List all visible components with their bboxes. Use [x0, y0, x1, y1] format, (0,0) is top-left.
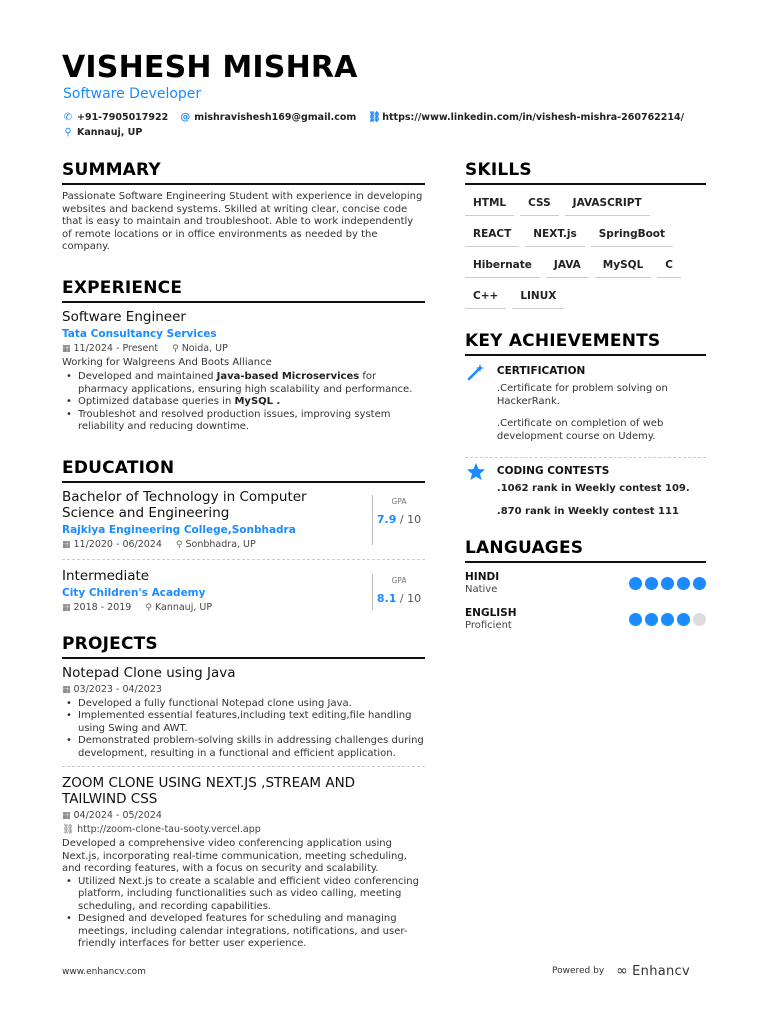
skill-tag: JAVASCRIPT	[565, 193, 650, 216]
language-rating	[629, 577, 706, 590]
edu-location: Sonbhadra, UP	[185, 538, 256, 550]
gpa-value: 7.9	[376, 512, 397, 526]
footer-website[interactable]: www.enhancv.com	[62, 967, 146, 977]
link-icon: ⛓	[368, 112, 381, 123]
star-icon	[465, 462, 487, 528]
rating-dot	[645, 613, 658, 626]
list-item: • Designed and developed features for scheduling and managing meetings, including calendar integrations, notifications, and user-friendly interfaces for better user experience.	[62, 913, 425, 951]
achievements-heading: KEY ACHIEVEMENTS	[465, 331, 706, 356]
location-pin-icon: ⚲	[145, 602, 152, 613]
language-item	[465, 607, 706, 631]
gpa-box	[372, 495, 425, 545]
enhancv-logo-icon: ∞	[616, 963, 629, 979]
list-item: • Implemented essential features,including text editing,file handling using Swing and AWT.	[62, 710, 425, 735]
list-item: • Utilized Next.js to create a scalable and efficient video conferencing platform, including functionalities such as video calling, meeting scheduling, and recording capabilities.	[62, 876, 425, 914]
project-link[interactable]: http://zoom-clone-tau-sooty.vercel.app	[77, 824, 261, 835]
edu-dates: 2018 - 2019	[73, 601, 132, 613]
school-name: City Children's Academy	[62, 586, 206, 599]
brand-logo	[616, 963, 690, 979]
link-icon: ⛓	[62, 824, 75, 835]
right-column	[465, 160, 706, 643]
degree-title: Bachelor of Technology in Computer Science and Engineering	[62, 488, 307, 521]
phone-item	[63, 112, 168, 123]
project-title: ZOOM CLONE USING NEXT.JS ,STREAM AND TAILWIND CSS	[62, 775, 356, 807]
job-description: Working for Walgreens And Boots Alliance	[62, 356, 272, 368]
language-level: Native	[465, 584, 498, 595]
summary-heading: SUMMARY	[62, 160, 425, 185]
summary-text: Passionate Software Engineering Student with experience in developing websites and backend systems. Skilled at writing clear, concise code that is easy to maintain and troubleshoot. Able to work independently of remote locations or in office environments as needed by the company.	[62, 191, 423, 252]
skill-tag: C++	[465, 286, 506, 309]
divider	[62, 766, 425, 767]
powered-by-label: Powered by	[552, 966, 605, 976]
achievement-line: .Certificate for problem solving on HackerRank.	[496, 383, 668, 407]
skill-tag: C	[657, 255, 681, 278]
job-location: Noida, UP	[181, 342, 228, 354]
at-icon: @	[180, 112, 191, 123]
skill-tag: CSS	[520, 193, 559, 216]
gpa-value: 8.1	[376, 591, 397, 605]
skill-tag: MySQL	[595, 255, 651, 278]
education-item	[62, 568, 425, 616]
language-rating	[629, 613, 706, 626]
calendar-icon: ▦	[62, 343, 71, 354]
achievement-item	[465, 362, 706, 453]
edu-dates: 11/2020 - 06/2024	[73, 538, 162, 550]
skill-tag: REACT	[465, 224, 519, 247]
magic-wand-icon	[465, 362, 487, 453]
skill-tag: NEXT.js	[525, 224, 584, 247]
skills-heading: SKILLS	[465, 160, 706, 185]
linkedin-link[interactable]: https://www.linkedin.com/in/vishesh-mishra-260762214/	[382, 112, 685, 123]
calendar-icon: ▦	[62, 602, 71, 613]
rating-dot	[629, 613, 642, 626]
skill-tag: LINUX	[512, 286, 564, 309]
gpa-label: GPA	[391, 496, 407, 506]
gpa-label: GPA	[391, 575, 407, 585]
skill-tag: Hibernate	[465, 255, 540, 278]
phone-icon: ✆	[63, 112, 73, 123]
project-title: Notepad Clone using Java	[62, 664, 236, 681]
linkedin-item	[368, 112, 684, 123]
left-column	[62, 160, 425, 951]
email-text[interactable]: mishravishesh169@gmail.com	[194, 112, 357, 123]
language-level: Proficient	[465, 620, 512, 631]
project-dates: 04/2024 - 05/2024	[73, 810, 162, 821]
rating-dot	[645, 577, 658, 590]
education-item	[62, 489, 425, 553]
rating-dot	[693, 613, 706, 626]
achievement-line: .Certificate on completion of web development course on Udemy.	[496, 418, 664, 442]
job-meta	[62, 343, 425, 354]
languages-heading: LANGUAGES	[465, 538, 706, 563]
rating-dot	[661, 577, 674, 590]
achievement-title: CODING CONTESTS	[496, 465, 610, 477]
rating-dot	[629, 577, 642, 590]
degree-title: Intermediate	[62, 567, 150, 584]
location-pin-icon: ⚲	[64, 127, 72, 138]
skill-tag: SpringBoot	[591, 224, 673, 247]
skill-tag: JAVA	[546, 255, 589, 278]
skills-list	[465, 193, 706, 317]
achievement-item	[465, 462, 706, 528]
brand-name: Enhancv	[632, 963, 690, 979]
list-item: • Developed a fully functional Notepad clone using Java.	[62, 698, 425, 711]
rating-dot	[677, 613, 690, 626]
language-name: ENGLISH	[465, 607, 517, 619]
list-item: • Developed and maintained Java-based Microservices for pharmacy applications, ensuring high scalability and performance.	[62, 371, 425, 396]
language-name: HINDI	[465, 571, 500, 583]
rating-dot	[661, 613, 674, 626]
divider	[62, 559, 425, 560]
list-item: • Troubleshot and resolved production issues, improving system reliability and reducing downtime.	[62, 409, 425, 434]
job-title: Software Engineer	[62, 308, 186, 325]
candidate-role: Software Developer	[63, 86, 202, 102]
project-bullets	[62, 876, 425, 951]
phone-text[interactable]: +91-7905017922	[77, 112, 169, 123]
achievement-line: .870 rank in Weekly contest 111	[496, 505, 679, 517]
gpa-max: / 10	[399, 591, 422, 605]
projects-heading: PROJECTS	[62, 634, 425, 659]
rating-dot	[693, 577, 706, 590]
language-item	[465, 571, 706, 595]
project-bullets	[62, 698, 425, 761]
project-dates: 03/2023 - 04/2023	[73, 683, 162, 695]
location-row	[63, 127, 142, 138]
school-name: Rajkiya Engineering College,Sonbhadra	[62, 523, 296, 536]
location-pin-icon: ⚲	[172, 343, 179, 354]
company-name: Tata Consultancy Services	[62, 327, 217, 340]
candidate-name: VISHESH MISHRA	[62, 50, 358, 85]
calendar-icon: ▦	[62, 811, 71, 821]
list-item: • Optimized database queries in MySQL .	[62, 396, 425, 409]
skill-tag: HTML	[465, 193, 514, 216]
footer-branding	[552, 963, 690, 979]
contact-row	[63, 112, 684, 123]
gpa-max: / 10	[399, 512, 422, 526]
divider	[465, 457, 706, 458]
job-bullets	[62, 371, 425, 434]
calendar-icon: ▦	[62, 684, 71, 695]
project-description: Developed a comprehensive video conferencing application using Next.js, incorporating real-time communication, meeting scheduling, and recording features, with a focus on security and scalability.	[62, 838, 407, 874]
location-pin-icon: ⚲	[175, 539, 183, 550]
gpa-box	[372, 574, 425, 610]
edu-location: Kannauj, UP	[154, 601, 213, 613]
location-text: Kannauj, UP	[77, 127, 143, 138]
achievement-line: .1062 rank in Weekly contest 109.	[496, 483, 690, 494]
job-dates: 11/2024 - Present	[73, 342, 159, 354]
email-item	[180, 112, 356, 123]
achievement-title: CERTIFICATION	[496, 365, 586, 377]
list-item: • Demonstrated problem-solving skills in addressing challenges during development, resulting in a functional and efficient application.	[62, 735, 425, 760]
rating-dot	[677, 577, 690, 590]
calendar-icon: ▦	[62, 539, 71, 550]
education-heading: EDUCATION	[62, 458, 425, 483]
experience-heading: EXPERIENCE	[62, 278, 425, 303]
